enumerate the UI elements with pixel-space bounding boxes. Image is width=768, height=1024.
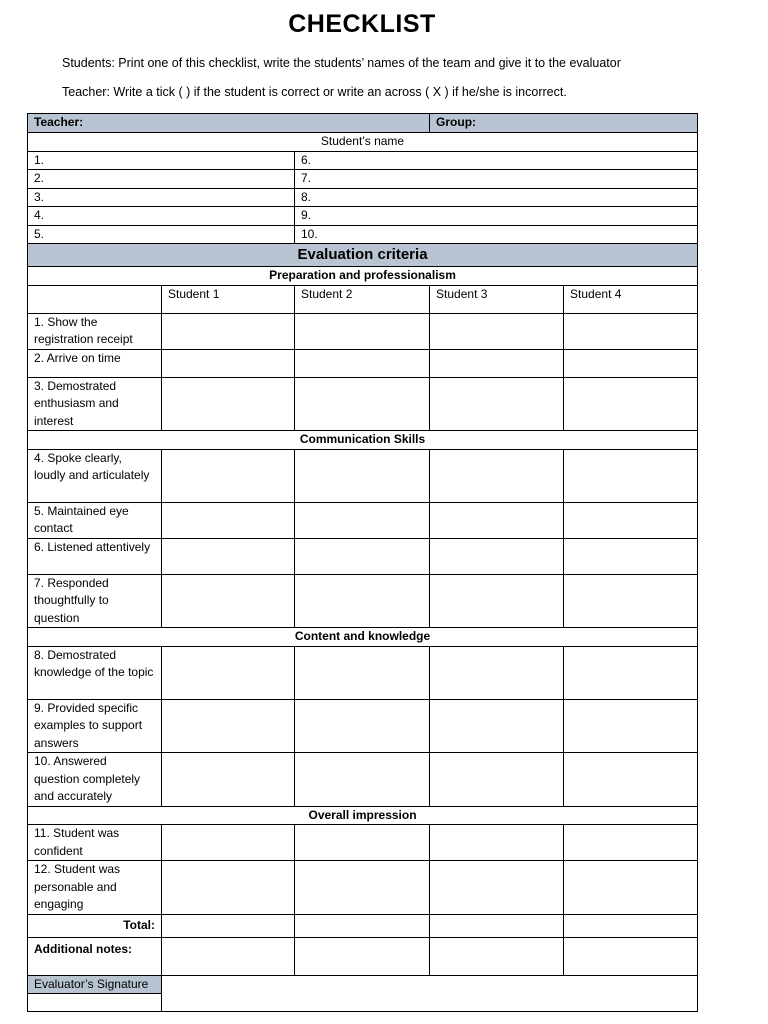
score-cell[interactable] xyxy=(564,313,698,349)
score-cell[interactable] xyxy=(295,349,430,377)
score-cell[interactable] xyxy=(564,646,698,699)
criterion-label: 8. Demostrated knowledge of the topic xyxy=(28,646,162,699)
criterion-label: 6. Listened attentively xyxy=(28,538,162,574)
score-cell[interactable] xyxy=(162,449,295,502)
teacher-field[interactable] xyxy=(28,114,430,133)
students-name-label: Student’s name xyxy=(28,133,698,152)
score-cell[interactable] xyxy=(564,538,698,574)
score-cell[interactable] xyxy=(430,538,564,574)
score-cell[interactable] xyxy=(295,377,430,431)
score-cell[interactable] xyxy=(162,646,295,699)
name-slot-right[interactable]: 8. xyxy=(295,188,698,207)
student-column-header: Student 3 xyxy=(430,285,564,313)
score-cell[interactable] xyxy=(162,502,295,538)
score-cell[interactable] xyxy=(430,699,564,753)
score-cell[interactable] xyxy=(564,349,698,377)
score-cell[interactable] xyxy=(430,646,564,699)
teacher-group-row xyxy=(28,114,698,133)
student-column-header: Student 1 xyxy=(162,285,295,313)
criterion-label: 9. Provided specific examples to support answers xyxy=(28,699,162,753)
criterion-label: 1. Show the registration receipt xyxy=(28,313,162,349)
total-label: Total: xyxy=(28,914,162,937)
score-cell[interactable] xyxy=(162,861,295,915)
criterion-row xyxy=(28,699,698,753)
criterion-label: 11. Student was confident xyxy=(28,825,162,861)
criterion-label: 4. Spoke clearly, loudly and articulately xyxy=(28,449,162,502)
name-slot-row xyxy=(28,188,698,207)
group-field[interactable] xyxy=(430,114,698,133)
score-cell[interactable] xyxy=(564,753,698,807)
score-cell[interactable] xyxy=(430,449,564,502)
student-column-header: Student 4 xyxy=(564,285,698,313)
signature-blank-cell[interactable] xyxy=(28,994,162,1012)
name-slot-left[interactable]: 1. xyxy=(28,151,295,170)
score-cell[interactable] xyxy=(430,574,564,628)
score-cell[interactable] xyxy=(162,753,295,807)
total-cell[interactable] xyxy=(564,914,698,937)
name-slot-right[interactable]: 9. xyxy=(295,207,698,226)
notes-cell[interactable] xyxy=(162,937,295,975)
score-cell[interactable] xyxy=(295,538,430,574)
name-slot-row xyxy=(28,225,698,244)
total-cell[interactable] xyxy=(162,914,295,937)
criterion-row xyxy=(28,502,698,538)
criterion-row xyxy=(28,646,698,699)
student-column-header: Student 2 xyxy=(295,285,430,313)
score-cell[interactable] xyxy=(295,313,430,349)
notes-cell[interactable] xyxy=(564,937,698,975)
score-cell[interactable] xyxy=(162,313,295,349)
score-cell[interactable] xyxy=(430,313,564,349)
criterion-row xyxy=(28,313,698,349)
name-slot-left[interactable]: 2. xyxy=(28,170,295,189)
page-title: CHECKLIST xyxy=(288,10,436,38)
total-row xyxy=(28,914,698,937)
notes-cell[interactable] xyxy=(295,937,430,975)
criterion-label: 3. Demostrated enthusiasm and interest xyxy=(28,377,162,431)
name-slot-right[interactable]: 6. xyxy=(295,151,698,170)
student-columns-header xyxy=(28,285,698,313)
name-slot-left[interactable]: 5. xyxy=(28,225,295,244)
criterion-row xyxy=(28,825,698,861)
score-cell[interactable] xyxy=(295,449,430,502)
score-cell[interactable] xyxy=(295,861,430,915)
evaluator-signature-row xyxy=(28,975,698,994)
section-title: Communication Skills xyxy=(28,431,698,450)
section-title-row xyxy=(28,267,698,286)
teacher-label: Teacher: xyxy=(34,115,84,129)
name-slot-row xyxy=(28,170,698,189)
score-cell[interactable] xyxy=(162,377,295,431)
criterion-label: 5. Maintained eye contact xyxy=(28,502,162,538)
score-cell[interactable] xyxy=(295,502,430,538)
name-slot-left[interactable]: 3. xyxy=(28,188,295,207)
score-cell[interactable] xyxy=(430,377,564,431)
score-cell[interactable] xyxy=(564,861,698,915)
name-slot-left[interactable]: 4. xyxy=(28,207,295,226)
instruction-students: Students: Print one of this checklist, write the students’ names of the team and give it to the evaluator xyxy=(62,56,621,70)
section-title-row xyxy=(28,806,698,825)
group-label: Group: xyxy=(436,115,477,129)
criterion-row xyxy=(28,861,698,915)
criterion-label: 7. Responded thoughtfully to question xyxy=(28,574,162,628)
section-title: Preparation and professionalism xyxy=(28,267,698,286)
instruction-teacher: Teacher: Write a tick ( ) if the student is correct or write an across ( X ) if he/she is incorrect. xyxy=(62,85,567,99)
name-slot-right[interactable]: 10. xyxy=(295,225,698,244)
total-cell[interactable] xyxy=(295,914,430,937)
section-title: Content and knowledge xyxy=(28,628,698,647)
score-cell[interactable] xyxy=(564,825,698,861)
criterion-label: 10. Answered question completely and accurately xyxy=(28,753,162,807)
evaluation-criteria-title: Evaluation criteria xyxy=(28,244,698,267)
evaluator-signature-field[interactable] xyxy=(162,975,698,1012)
score-cell[interactable] xyxy=(295,699,430,753)
name-slot-right[interactable]: 7. xyxy=(295,170,698,189)
name-slot-row xyxy=(28,207,698,226)
score-cell[interactable] xyxy=(295,753,430,807)
additional-notes-label: Additional notes: xyxy=(28,937,162,975)
criteria-column-header xyxy=(28,285,162,313)
criterion-row xyxy=(28,349,698,377)
total-cell[interactable] xyxy=(430,914,564,937)
score-cell[interactable] xyxy=(430,349,564,377)
score-cell[interactable] xyxy=(162,574,295,628)
notes-cell[interactable] xyxy=(430,937,564,975)
score-cell[interactable] xyxy=(430,502,564,538)
students-name-header-row xyxy=(28,133,698,152)
section-title: Overall impression xyxy=(28,806,698,825)
score-cell[interactable] xyxy=(162,825,295,861)
score-cell[interactable] xyxy=(430,861,564,915)
score-cell[interactable] xyxy=(295,574,430,628)
score-cell[interactable] xyxy=(162,699,295,753)
score-cell[interactable] xyxy=(564,449,698,502)
score-cell[interactable] xyxy=(295,825,430,861)
criterion-row xyxy=(28,574,698,628)
criterion-row xyxy=(28,377,698,431)
score-cell[interactable] xyxy=(430,753,564,807)
evaluator-signature-label: Evaluator’s Signature xyxy=(28,975,162,994)
score-cell[interactable] xyxy=(564,377,698,431)
additional-notes-row xyxy=(28,937,698,975)
criterion-row xyxy=(28,753,698,807)
score-cell[interactable] xyxy=(564,699,698,753)
name-slot-row xyxy=(28,151,698,170)
criterion-row xyxy=(28,449,698,502)
criterion-label: 12. Student was personable and engaging xyxy=(28,861,162,915)
checklist-table xyxy=(27,113,698,1012)
score-cell[interactable] xyxy=(162,538,295,574)
criterion-label: 2. Arrive on time xyxy=(28,349,162,377)
score-cell[interactable] xyxy=(564,574,698,628)
score-cell[interactable] xyxy=(162,349,295,377)
evaluation-criteria-row xyxy=(28,244,698,267)
criterion-row xyxy=(28,538,698,574)
score-cell[interactable] xyxy=(295,646,430,699)
section-title-row xyxy=(28,628,698,647)
score-cell[interactable] xyxy=(430,825,564,861)
score-cell[interactable] xyxy=(564,502,698,538)
section-title-row xyxy=(28,431,698,450)
